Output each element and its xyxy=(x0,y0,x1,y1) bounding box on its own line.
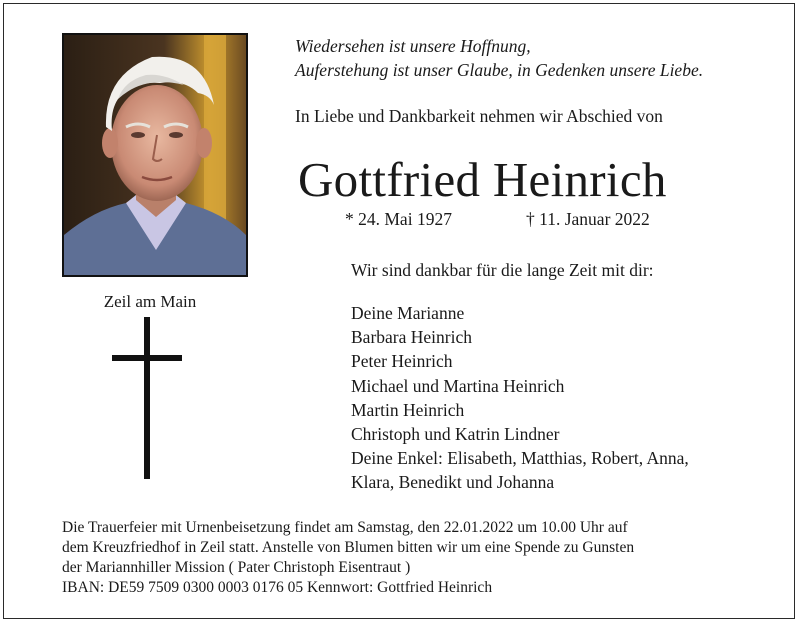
place-of-residence: Zeil am Main xyxy=(103,292,197,311)
list-item: Deine Marianne xyxy=(351,303,465,323)
list-item: Christoph und Katrin Lindner xyxy=(351,424,560,445)
family-list xyxy=(351,301,689,495)
gratitude-line: Wir sind dankbar für die lange Zeit mit dir: xyxy=(351,260,654,280)
list-item: Barbara Heinrich xyxy=(351,327,472,348)
funeral-details xyxy=(62,518,634,598)
list-item: Klara, Benedikt und Johanna xyxy=(351,472,555,493)
list-item: Peter Heinrich xyxy=(351,351,453,372)
farewell-intro: In Liebe und Dankbarkeit nehmen wir Abschied von xyxy=(295,106,663,126)
footer-line: Die Trauerfeier mit Urnenbeisetzung findet am Samstag, den 22.01.2022 um 10.00 Uhr auf xyxy=(62,519,628,536)
list-item: Deine Enkel: Elisabeth, Matthias, Robert, Anna, xyxy=(351,448,689,469)
quote-line-2: Auferstehung ist unser Glaube, in Gedenken unsere Liebe. xyxy=(295,60,704,80)
footer-line: IBAN: DE59 7509 0300 0003 0176 05 Kennwort: Gottfried Heinrich xyxy=(62,579,493,596)
list-item: Michael und Martina Heinrich xyxy=(351,375,565,396)
footer-line: der Mariannhiller Mission ( Pater Christoph Eisentraut ) xyxy=(62,559,411,576)
list-item: Martin Heinrich xyxy=(351,399,465,420)
death-date: † 11. Januar 2022 xyxy=(526,209,650,229)
cross-icon xyxy=(112,317,182,479)
portrait-photo xyxy=(62,33,248,277)
memorial-quote xyxy=(295,34,703,82)
footer-line: dem Kreuzfriedhof in Zeil statt. Anstelle von Blumen bitten wir um eine Spende zu Gunsten xyxy=(62,539,635,556)
deceased-name: Gottfried Heinrich xyxy=(298,152,667,207)
obituary-card xyxy=(3,3,795,619)
birth-date: * 24. Mai 1927 xyxy=(345,209,452,229)
quote-line-1: Wiedersehen ist unsere Hoffnung, xyxy=(295,36,531,56)
